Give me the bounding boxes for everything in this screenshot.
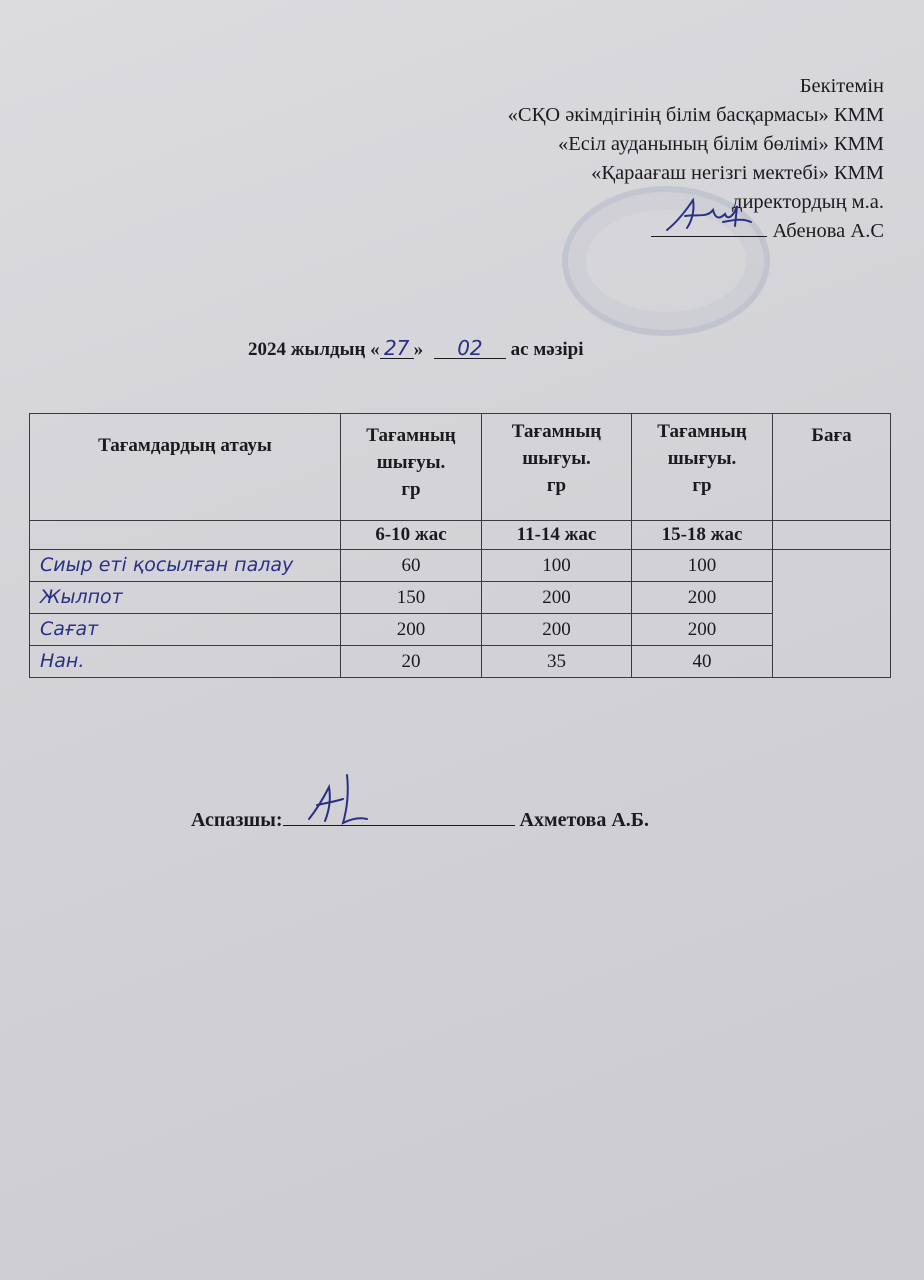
title-day: 27	[383, 336, 410, 360]
yield-15-18: 200	[632, 614, 773, 646]
dish-name	[30, 646, 341, 678]
dish-name-text: Нан.	[40, 650, 85, 672]
cook-signature	[303, 769, 373, 829]
age-group-empty-cell	[30, 521, 341, 550]
header-yield-line: Тағамның	[657, 421, 747, 442]
cook-label: Аспазшы:	[191, 809, 283, 831]
yield-6-10: 150	[341, 582, 482, 614]
title-month: 02	[457, 336, 483, 360]
org-line-3: «Қараағаш негізгі мектебі» КММ	[591, 162, 884, 184]
director-name: Абенова А.С	[772, 220, 884, 242]
dish-name-text: Сағат	[40, 618, 99, 640]
yield-11-14: 200	[482, 582, 632, 614]
yield-6-10: 20	[341, 646, 482, 678]
cook-name: Ахметова А.Б.	[519, 809, 650, 831]
header-yield-6-10	[341, 414, 482, 521]
age-group-price-cell	[773, 521, 891, 550]
dish-name	[30, 614, 341, 646]
age-group-11-14: 11-14 жас	[482, 521, 632, 550]
director-position: директордың м.а.	[732, 191, 884, 213]
dish-name	[30, 582, 341, 614]
menu-table	[29, 413, 891, 678]
document-title	[248, 338, 584, 361]
director-signature	[663, 192, 753, 236]
title-day-blank	[380, 338, 414, 359]
table-row	[30, 614, 891, 646]
yield-6-10: 200	[341, 614, 482, 646]
table-row	[30, 646, 891, 678]
title-quote-close: »	[413, 339, 424, 360]
title-year-prefix: 2024 жылдың «	[248, 339, 380, 360]
table-row	[30, 582, 891, 614]
title-suffix: ас мәзірі	[510, 339, 584, 360]
dish-name-text: Жылпот	[40, 586, 123, 608]
yield-11-14: 200	[482, 614, 632, 646]
org-line-2: «Есіл ауданының білім бөлімі» КММ	[558, 133, 884, 155]
header-dish-name: Тағамдардың атауы	[30, 414, 341, 521]
table-header-row	[30, 414, 891, 521]
yield-11-14: 35	[482, 646, 632, 678]
table-row	[30, 550, 891, 582]
header-yield-15-18	[632, 414, 773, 521]
org-line-1: «СҚО әкімдігінің білім басқармасы» КММ	[507, 104, 884, 126]
price-cell	[773, 550, 891, 678]
yield-15-18: 100	[632, 550, 773, 582]
yield-6-10: 60	[341, 550, 482, 582]
header-price: Баға	[773, 414, 891, 521]
yield-11-14: 100	[482, 550, 632, 582]
approval-block	[284, 72, 884, 246]
yield-15-18: 40	[632, 646, 773, 678]
header-yield-line: Тағамның	[511, 421, 602, 442]
title-month-blank	[434, 338, 506, 359]
dish-name	[30, 550, 341, 582]
header-yield-line: гр	[546, 475, 567, 496]
cook-signature-line	[191, 805, 649, 832]
header-yield-line: шығуы.	[522, 448, 591, 469]
cook-signature-blank	[283, 805, 515, 826]
header-yield-line: шығуы.	[667, 448, 737, 469]
age-group-row	[30, 521, 891, 550]
director-signature-line	[284, 217, 884, 246]
header-yield-line: Тағамның	[366, 425, 456, 446]
director-signature-blank	[651, 218, 767, 237]
approval-heading: Бекітемін	[799, 75, 884, 97]
header-yield-11-14	[482, 414, 632, 521]
yield-15-18: 200	[632, 582, 773, 614]
age-group-15-18: 15-18 жас	[632, 521, 773, 550]
dish-name-text: Сиыр еті қосылған палау	[40, 554, 294, 576]
header-yield-line: гр	[401, 479, 421, 500]
header-yield-line: шығуы.	[376, 452, 446, 473]
header-yield-line: гр	[692, 475, 712, 496]
age-group-6-10: 6-10 жас	[341, 521, 482, 550]
